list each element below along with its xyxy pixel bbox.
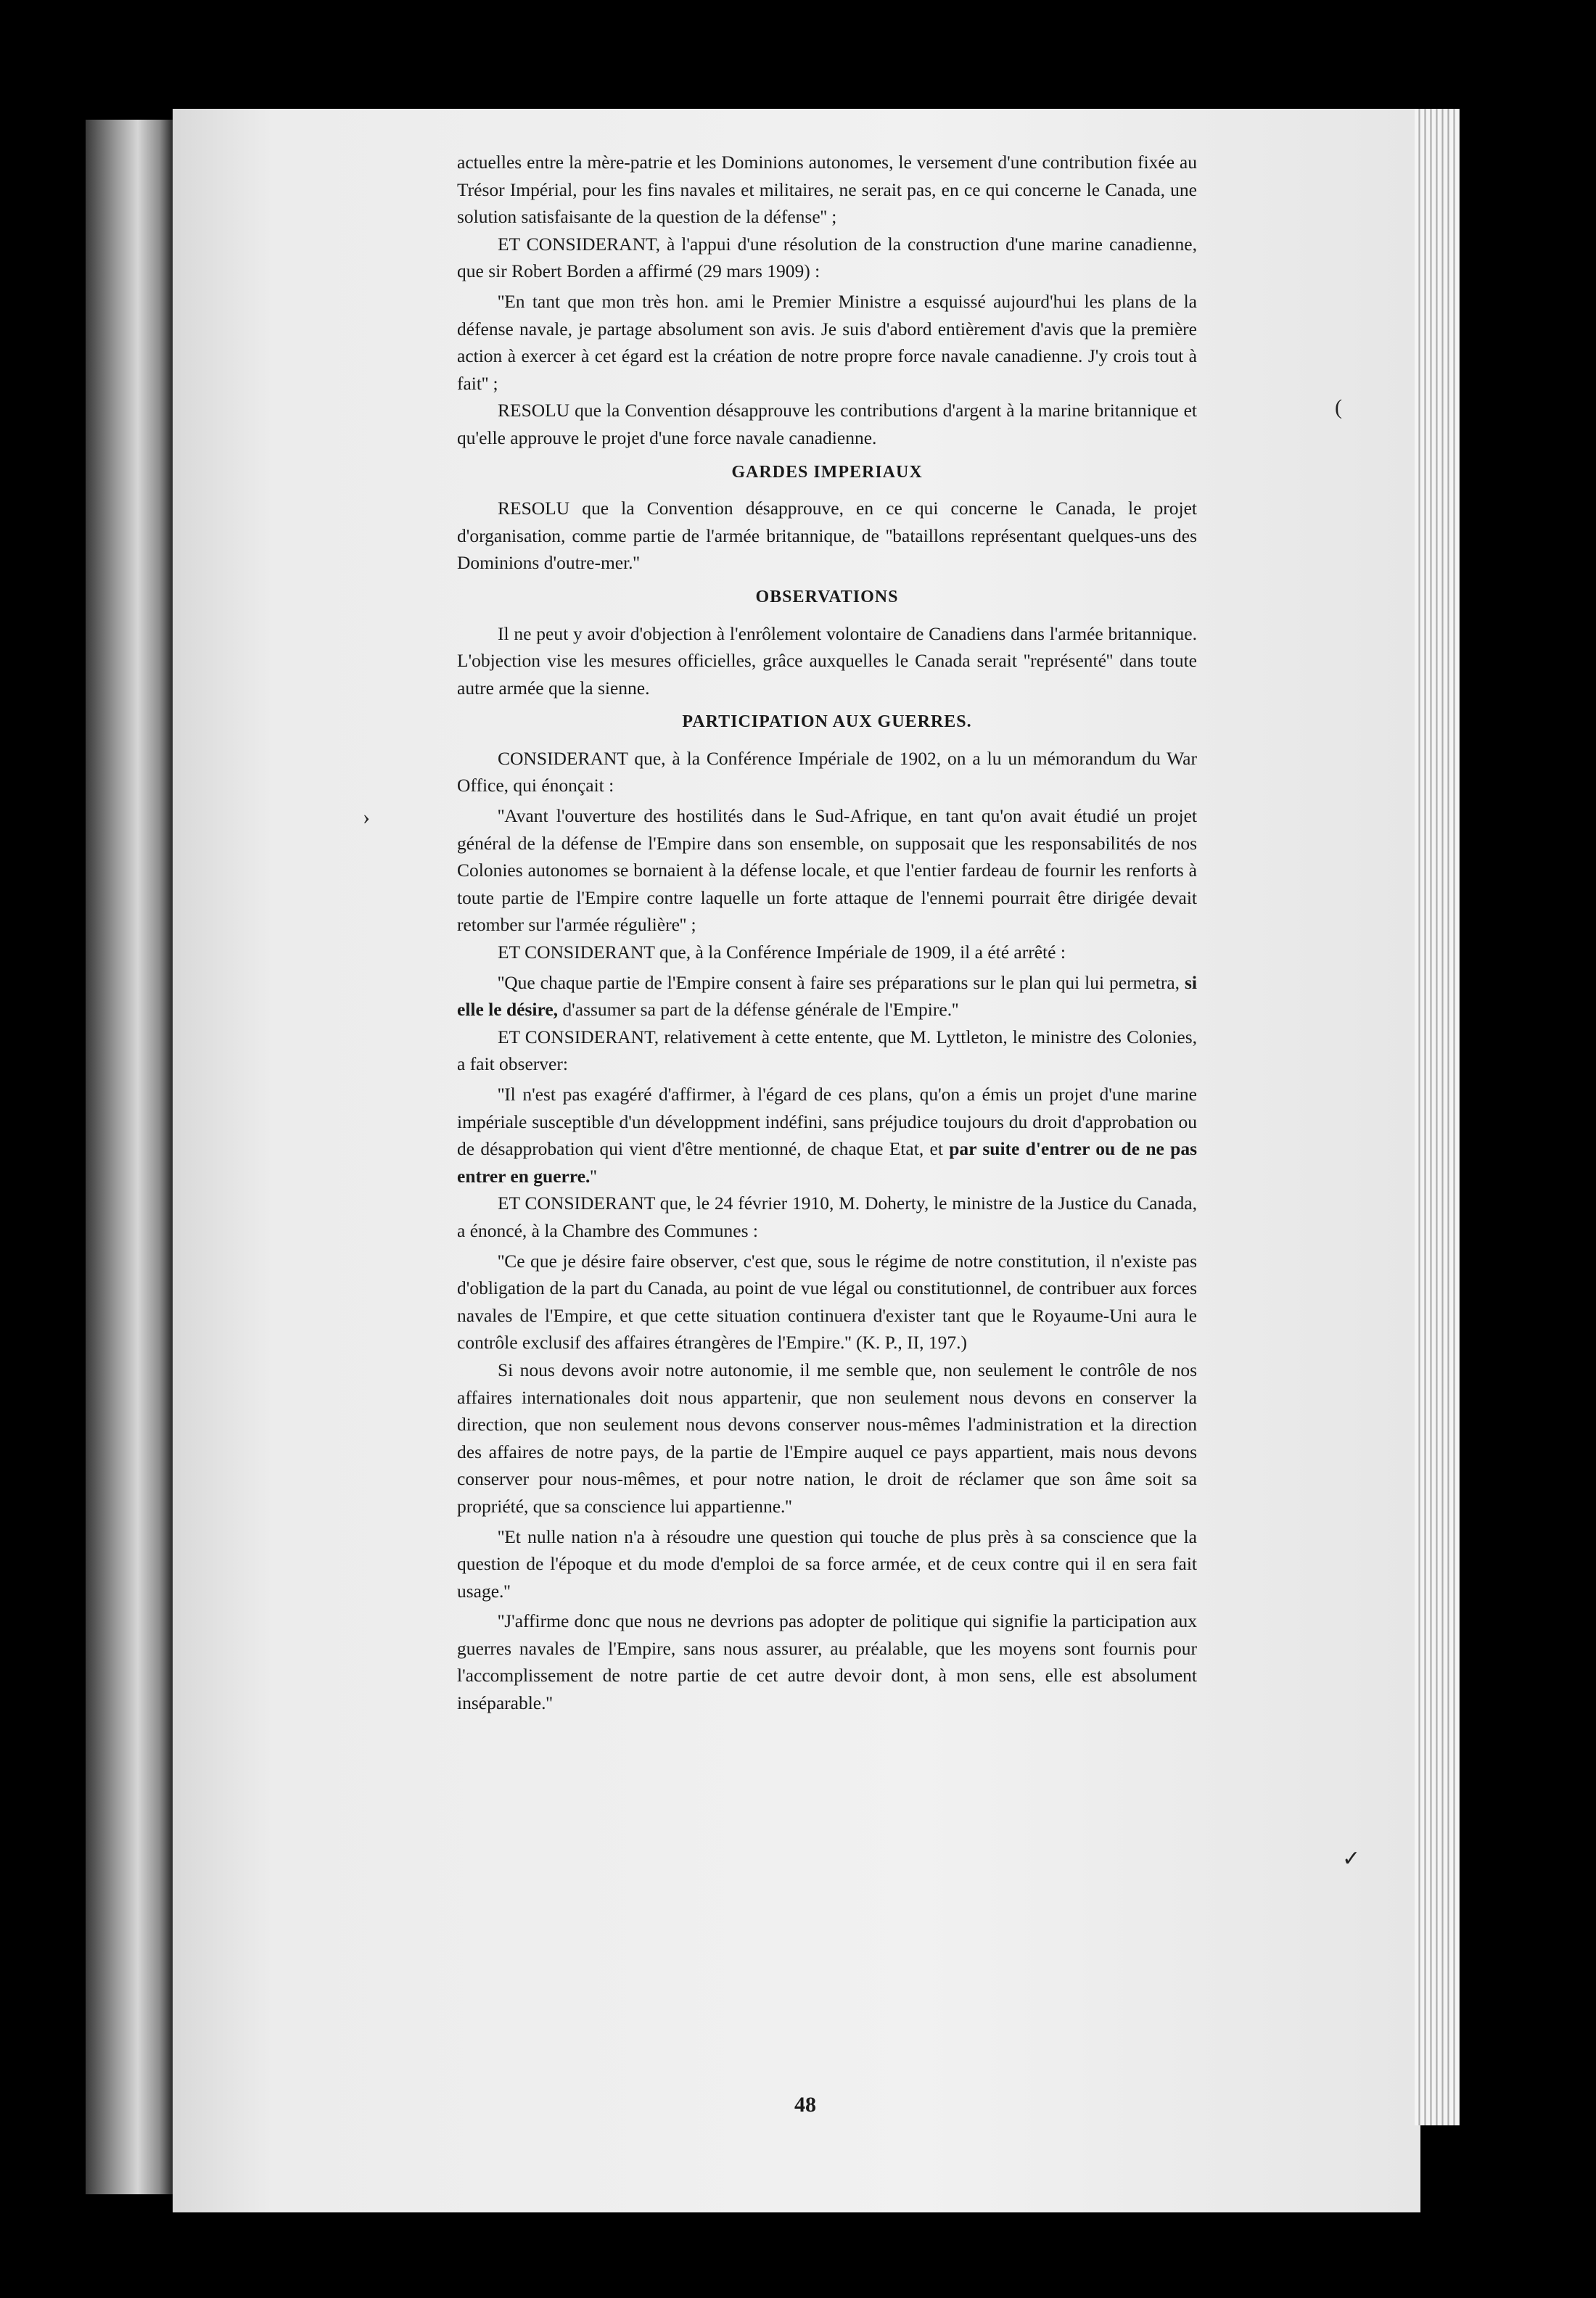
quote — [457, 969, 1197, 1024]
quote: ''Et nulle nation n'a à résoudre une question qui touche de plus près à sa conscience que la question de l'époque et du mode d'emploi de sa force armée, et de ceux contre qui il en sera fait usage.'' — [457, 1525, 1197, 1602]
emphasis: par suite d'entrer ou de ne pas entrer en guerre. — [457, 1138, 1197, 1187]
margin-mark: ( — [1335, 395, 1342, 419]
quote-text: '' — [590, 1165, 597, 1187]
paragraph: actuelles entre la mère-patrie et les Dominions autonomes, le versement d'une contribution fixée au Trésor Impérial, pour les fins navales et militaires, ne serait pas, en ce qui concerne le Canada, une solution satisfaisante de la question de la défense'' ; — [457, 152, 1197, 228]
paragraph: ET CONSIDERANT, relativement à cette entente, que M. Lyttleton, le ministre des Colonies, a fait observer: — [457, 1026, 1197, 1075]
paragraph: ET CONSIDERANT que, le 24 février 1910, M. Doherty, le ministre de la Justice du Canada, a énoncé, à la Chambre des Communes : — [457, 1193, 1197, 1241]
margin-mark: › — [363, 805, 370, 829]
quote-text: ''Que chaque partie de l'Empire consent à faire ses préparations sur le plan qui lui permetra, — [498, 971, 1185, 993]
paragraph: RESOLU que la Convention désapprouve, en ce qui concerne le Canada, le projet d'organisation, comme partie de l'armée britannique, de ''bataillons représentant quelques-uns des Dominions d'outre-mer.'' — [457, 498, 1197, 574]
quote: ''En tant que mon très hon. ami le Premier Ministre a esquissé aujourd'hui les plans de la défense navale, je partage absolument son avis. Je suis d'abord entièrement d'avis que la première action à exercer à cet égard est la création de notre propre force navale canadienne. J'y crois tout à fait'' ; — [457, 290, 1197, 394]
paragraph: Si nous devons avoir notre autonomie, il me semble que, non seulement le contrôle de nos affaires internationales doit nous appartenir, que non seulement nous devons en conserver la direction, que non seulement nous devons conserver nous-mêmes l'administration et la direction des affaires de notre pays, de la partie de l'Empire auquel ce pays appartient, mais nous devons conserver pour nous-mêmes, et pour notre nation, le droit de réclamer que son âme soit sa propriété, que sa conscience lui appartienne.'' — [457, 1359, 1197, 1517]
quote-text: ''Il n'est pas exagéré d'affirmer, à l'égard de ces plans, qu'on a émis un projet d'une marine impériale susceptible d'un développment indéfini, sans préjudice toujours du droit d'approbation ou de désapprobation qui vient d'être mentionné, de chaque Etat, et — [457, 1084, 1197, 1160]
paragraph: ET CONSIDERANT, à l'appui d'une résolution de la construction d'une marine canadienne, que sir Robert Borden a affirmé (29 mars 1909) : — [457, 233, 1197, 282]
section-heading: GARDES IMPERIAUX — [731, 462, 923, 482]
page-number: 48 — [794, 2093, 816, 2117]
section-heading: PARTICIPATION AUX GUERRES. — [682, 712, 972, 732]
book-binding — [86, 120, 173, 2194]
emphasis: si elle le désire, — [457, 971, 1197, 1021]
paragraph: ET CONSIDERANT que, à la Conférence Impériale de 1909, il a été arrêté : — [498, 942, 1066, 963]
quote: ''Ce que je désire faire observer, c'est que, sous le régime de notre constitution, il n'existe pas d'obligation de la part du Canada, au point de vue légal ou constitutionnel, de contribuer aux forces navales de l'Empire, et que cette situation continuera d'exister tant que le Royaume-Uni aura le contrôle exclusif des affaires étrangères de l'Empire.'' (K. P., II, 197.) — [457, 1250, 1197, 1354]
page-edges — [1415, 109, 1460, 2125]
margin-mark: ✓ — [1342, 1847, 1361, 1871]
quote: ''Avant l'ouverture des hostilités dans le Sud-Afrique, en tant qu'on avait étudié un projet général de la défense de l'Empire dans son ensemble, on supposait que les responsabilités de nos Colonies autonomes se bornaient à la défense locale, et que l'entier fardeau de fournir les renforts à toute partie de l'Empire contre laquelle un forte attaque de l'ennemi pourrait être dirigée devait retomber sur l'armée régulière'' ; — [457, 805, 1197, 936]
paragraph: CONSIDERANT que, à la Conférence Impériale de 1902, on a lu un mémorandum du War Office, qui énonçait : — [457, 747, 1197, 796]
document-text — [457, 149, 1197, 1717]
quote-text: d'assumer sa part de la défense générale de l'Empire.'' — [558, 999, 959, 1021]
paragraph: RESOLU que la Convention désapprouve les contributions d'argent à la marine britannique et qu'elle approuve le projet d'une force navale canadienne. — [457, 400, 1197, 448]
paragraph: Il ne peut y avoir d'objection à l'enrôlement volontaire de Canadiens dans l'armée britannique. L'objection vise les mesures officielles, grâce auxquelles le Canada serait ''représenté'' dans toute autre armée que la sienne. — [457, 622, 1197, 699]
quote: ''J'affirme donc que nous ne devrions pas adopter de politique qui signifie la participation aux guerres navales de l'Empire, sans nous assurer, au préalable, que les moyens sont fournis pour l'accomplissement de notre partie de cet autre devoir dont, à mon sens, elle est absolument inséparable.'' — [457, 1610, 1197, 1714]
quote — [457, 1081, 1197, 1190]
section-heading: OBSERVATIONS — [755, 587, 899, 606]
